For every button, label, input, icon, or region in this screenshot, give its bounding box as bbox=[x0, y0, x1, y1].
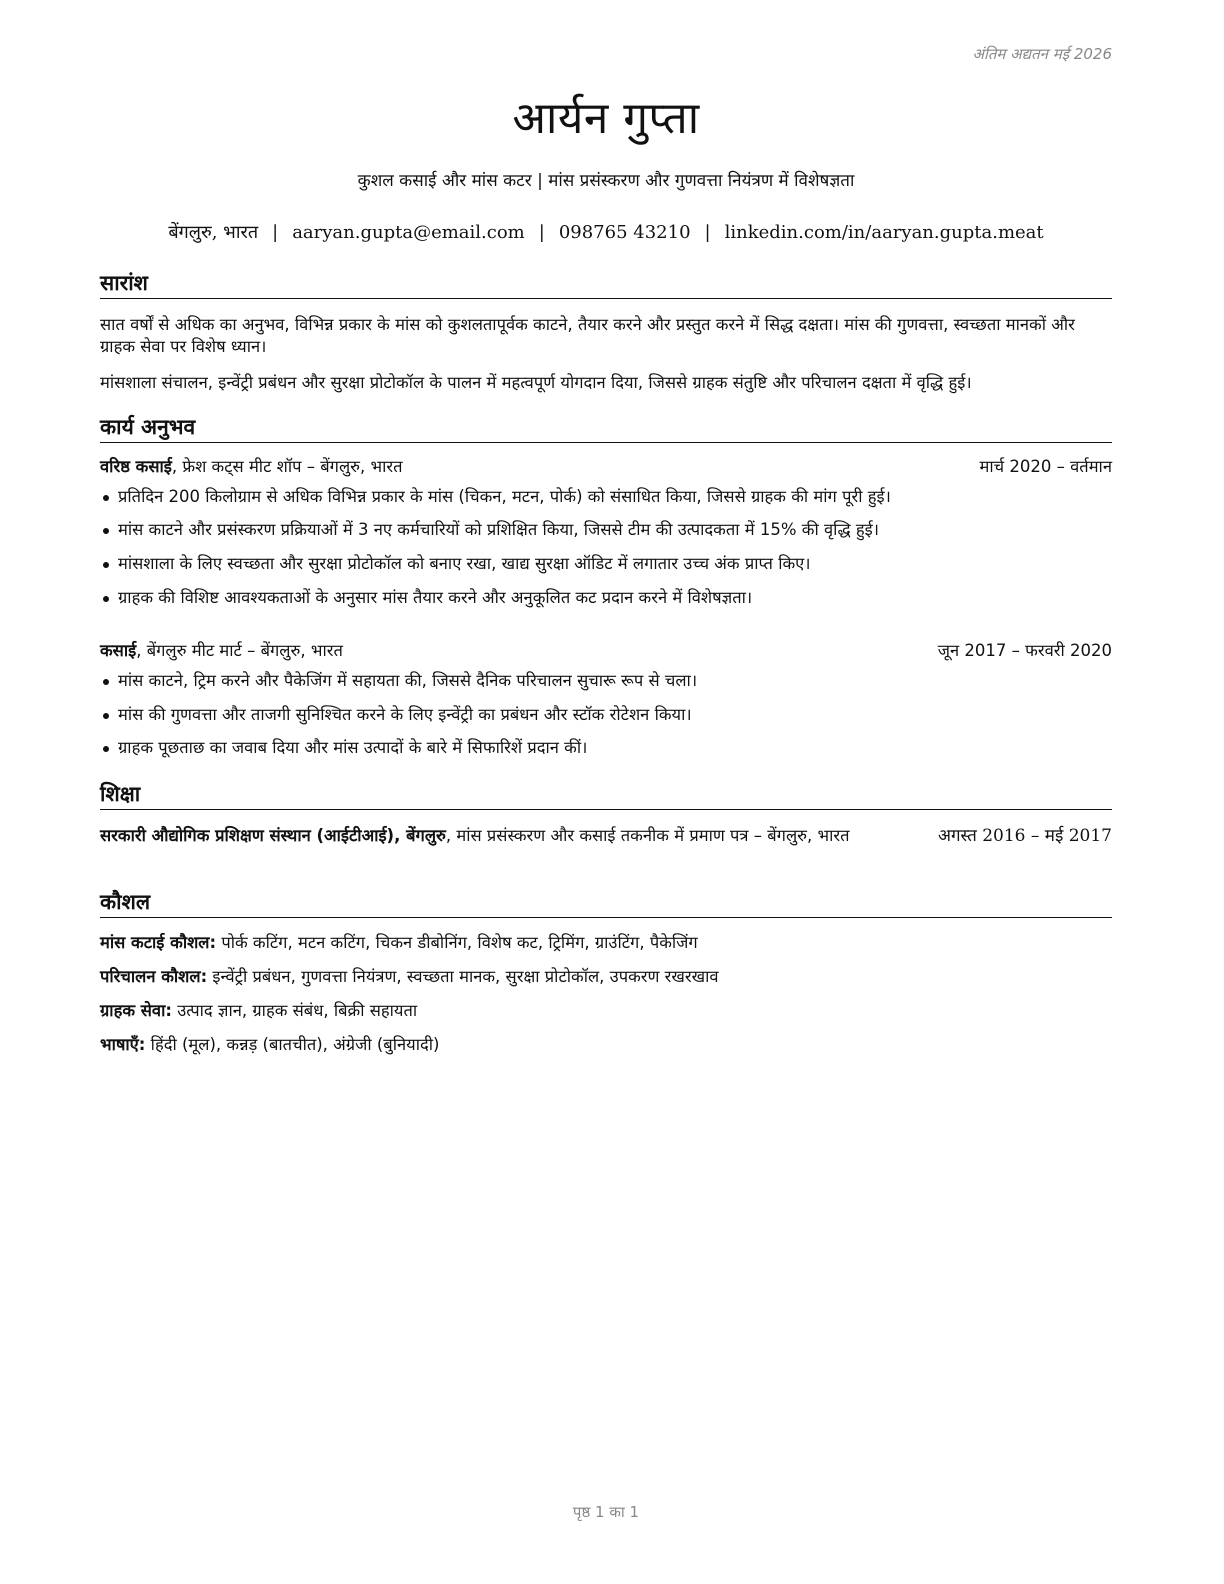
page-number: पृष्ठ 1 का 1 bbox=[572, 1503, 640, 1521]
contact-location: बेंगलुरु, भारत bbox=[168, 222, 259, 243]
section-title-summary: सारांश bbox=[100, 270, 1112, 299]
last-updated: अंतिम अद्यतन मई 2026 bbox=[972, 45, 1112, 63]
contact-linkedin[interactable]: linkedin.com/in/aaryan.gupta.meat bbox=[724, 222, 1044, 243]
skill-label: मांस कटाई कौशल: bbox=[100, 933, 217, 952]
resume-page bbox=[100, 0, 1112, 1584]
section-title-skills: कौशल bbox=[100, 889, 1112, 918]
job-bullet: प्रतिदिन 200 किलोग्राम से अधिक विभिन्न प्रकार के मांस (चिकन, मटन, पोर्क) को संसाधित किया, जिससे ग्राहक की मांग पूरी हुई। bbox=[100, 486, 1112, 508]
education-dates: अगस्त 2016 – मई 2017 bbox=[937, 826, 1112, 846]
skill-row bbox=[100, 1034, 1112, 1056]
job-dates: मार्च 2020 – वर्तमान bbox=[979, 457, 1112, 476]
job-bullet: मांस की गुणवत्ता और ताजगी सुनिश्चित करने के लिए इन्वेंट्री का प्रबंधन और स्टॉक रोटेशन किया। bbox=[100, 704, 1112, 726]
job-bullet: ग्राहक पूछताछ का जवाब दिया और मांस उत्पादों के बारे में सिफारिशें प्रदान कीं। bbox=[100, 737, 1112, 759]
education-detail: , मांस प्रसंस्करण और कसाई तकनीक में प्रमाण पत्र – बेंगलुरु, भारत bbox=[445, 826, 850, 845]
skill-label: परिचालन कौशल: bbox=[100, 967, 208, 986]
education-institution: सरकारी औद्योगिक प्रशिक्षण संस्थान (आईटीआई), बेंगलुरु bbox=[100, 826, 446, 845]
skill-label: भाषाएँ: bbox=[100, 1035, 146, 1054]
job-org: , फ्रेश कट्स मीट शॉप – बेंगलुरु, भारत bbox=[171, 457, 403, 476]
job-bullet: ग्राहक की विशिष्ट आवश्यकताओं के अनुसार मांस तैयार करने और अनुकूलित कट प्रदान करने में विशेषज्ञता। bbox=[100, 587, 1112, 609]
skill-row bbox=[100, 966, 1112, 988]
job-role: कसाई bbox=[100, 641, 137, 660]
contact-email[interactable]: aaryan.gupta@email.com bbox=[292, 222, 525, 243]
job-role: वरिष्ठ कसाई bbox=[100, 457, 172, 476]
tagline: कुशल कसाई और मांस कटर | मांस प्रसंस्करण और गुणवत्ता नियंत्रण में विशेषज्ञता bbox=[357, 171, 855, 191]
job-bullet: मांस काटने, ट्रिम करने और पैकेजिंग में सहायता की, जिससे दैनिक परिचालन सुचारू रूप से चला। bbox=[100, 670, 1112, 692]
education-entry bbox=[100, 824, 900, 848]
skill-value: हिंदी (मूल), कन्नड़ (बातचीत), अंग्रेजी (बुनियादी) bbox=[145, 1035, 440, 1054]
section-title-experience: कार्य अनुभव bbox=[100, 414, 1112, 443]
job-dates: जून 2017 – फरवरी 2020 bbox=[937, 641, 1112, 660]
separator: | bbox=[272, 222, 279, 243]
job-bullet: मांसशाला के लिए स्वच्छता और सुरक्षा प्रोटोकॉल को बनाए रखा, खाद्य सुरक्षा ऑडिट में लगातार उच्च अंक प्राप्त किए। bbox=[100, 553, 1112, 575]
job-bullet: मांस काटने और प्रसंस्करण प्रक्रियाओं में 3 नए कर्मचारियों को प्रशिक्षित किया, जिससे टीम की उत्पादकता में 15% की वृद्धि हुई। bbox=[100, 519, 1112, 541]
contact-phone[interactable]: 098765 43210 bbox=[558, 222, 691, 243]
skill-row bbox=[100, 932, 1112, 954]
skill-value: उत्पाद ज्ञान, ग्राहक संबंध, बिक्री सहायता bbox=[171, 1001, 418, 1020]
job-org: , बेंगलुरु मीट मार्ट – बेंगलुरु, भारत bbox=[136, 641, 343, 660]
candidate-name: आर्यन गुप्ता bbox=[512, 93, 700, 144]
summary-paragraph-2: मांसशाला संचालन, इन्वेंट्री प्रबंधन और सुरक्षा प्रोटोकॉल के पालन में महत्वपूर्ण योगदान दिया, जिससे ग्राहक संतुष्टि और परिचालन दक्षता में वृद्धि हुई। bbox=[100, 373, 972, 392]
summary-paragraph-1: सात वर्षों से अधिक का अनुभव, विभिन्न प्रकार के मांस को कुशलतापूर्वक काटने, तैयार करने और प्रस्तुत करने में सिद्ध दक्षता। मांस की गुणवत्ता, स्वच्छता मानकों और ग्राहक सेवा पर विशेष ध्यान। bbox=[100, 315, 1075, 356]
section-title-education: शिक्षा bbox=[100, 781, 1112, 810]
skill-row bbox=[100, 1000, 1112, 1022]
separator: | bbox=[704, 222, 711, 243]
skill-label: ग्राहक सेवा: bbox=[100, 1001, 172, 1020]
skill-value: इन्वेंट्री प्रबंधन, गुणवत्ता नियंत्रण, स्वच्छता मानक, सुरक्षा प्रोटोकॉल, उपकरण रखरखाव bbox=[207, 967, 719, 986]
separator: | bbox=[538, 222, 545, 243]
skill-value: पोर्क कटिंग, मटन कटिंग, चिकन डीबोनिंग, विशेष कट, ट्रिमिंग, ग्राउंटिंग, पैकेजिंग bbox=[216, 933, 698, 952]
job-heading bbox=[100, 456, 1112, 478]
job-heading bbox=[100, 640, 1112, 662]
contact-line bbox=[100, 220, 1112, 244]
